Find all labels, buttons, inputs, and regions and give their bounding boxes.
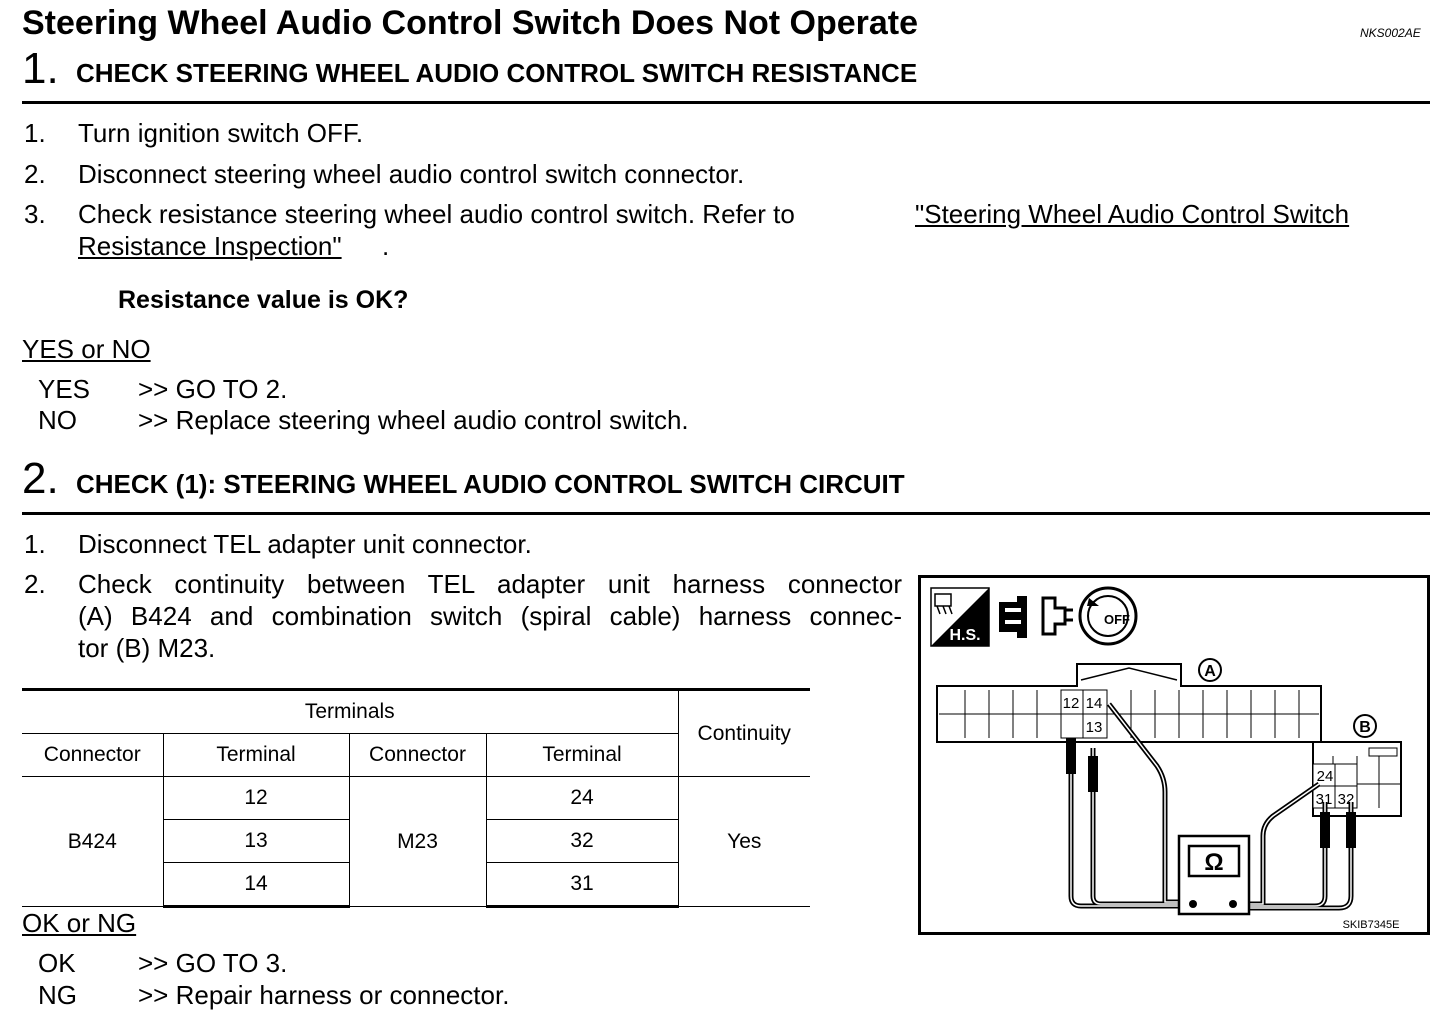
- step1-item3-num: 3.: [24, 199, 46, 229]
- page-title: Steering Wheel Audio Control Switch Does Not Operate: [22, 4, 919, 42]
- yes-or-no-label: YES or NO: [22, 334, 151, 364]
- terminal-b-cell: 31: [486, 863, 678, 907]
- ignition-off-label: OFF: [1104, 612, 1130, 627]
- answer-ok-text: >> GO TO 3.: [138, 948, 288, 978]
- step1-rule: [22, 101, 1430, 104]
- figure-id: SKIB7345E: [1342, 919, 1400, 931]
- answer-ng-key: NG: [38, 980, 77, 1010]
- continuity-table: [22, 688, 810, 908]
- terminal-a-cell: 14: [163, 863, 349, 907]
- continuity-header: Continuity: [678, 690, 810, 777]
- ohm-symbol: Ω: [1204, 849, 1224, 876]
- pin-a-12: 12: [1062, 695, 1080, 712]
- step2-item2-line1: Check continuity between TEL adapter unit harness connector: [78, 569, 902, 599]
- terminal-b-header: Terminal: [486, 734, 678, 777]
- connector-a-header: Connector: [22, 734, 163, 777]
- terminal-a-header: Terminal: [163, 734, 349, 777]
- step2-heading: CHECK (1): STEERING WHEEL AUDIO CONTROL SWITCH CIRCUIT: [76, 469, 905, 499]
- terminal-b-cell: 32: [486, 820, 678, 863]
- terminal-a-cell: 13: [163, 820, 349, 863]
- connector-disconnect-icon: [999, 596, 1073, 638]
- pin-b-32: 32: [1337, 791, 1355, 808]
- hs-icon-label: H.S.: [949, 627, 981, 644]
- ok-or-ng-label: OK or NG: [22, 908, 137, 938]
- answer-no-text: >> Replace steering wheel audio control switch.: [138, 405, 689, 435]
- step1-item3-text: Check resistance steering wheel audio control switch. Refer to: [78, 199, 795, 229]
- terminal-a-cell: 12: [163, 777, 349, 820]
- pin-a-14: 14: [1085, 695, 1103, 712]
- connector-b-label: B: [1359, 719, 1371, 736]
- answer-yes-text: >> GO TO 2.: [138, 374, 288, 404]
- connector-a-cell: B424: [22, 777, 163, 907]
- step1-item2-text: Disconnect steering wheel audio control switch connector.: [78, 159, 745, 189]
- pin-a-13: 13: [1085, 719, 1103, 736]
- step2-item1-text: Disconnect TEL adapter unit connector.: [78, 529, 532, 559]
- connector-a-label: A: [1204, 663, 1216, 680]
- step2-item1-num: 1.: [24, 529, 46, 559]
- step2-rule: [22, 512, 1430, 515]
- answer-ok-key: OK: [38, 948, 76, 978]
- step2-item2-line2: (A) B424 and combination switch (spiral cable) harness connec-: [78, 601, 902, 631]
- answer-no-key: NO: [38, 405, 77, 435]
- answer-ng-text: >> Repair harness or connector.: [138, 980, 510, 1010]
- step1-heading: CHECK STEERING WHEEL AUDIO CONTROL SWITCH RESISTANCE: [76, 58, 918, 88]
- step1-item1-text: Turn ignition switch OFF.: [78, 118, 364, 148]
- terminals-header: Terminals: [22, 690, 678, 734]
- step1-question: Resistance value is OK?: [118, 286, 409, 314]
- pin-b-31: 31: [1315, 791, 1333, 808]
- connector-b-cell: M23: [349, 777, 486, 907]
- answer-yes-key: YES: [38, 374, 91, 404]
- pin-b-24: 24: [1316, 768, 1334, 785]
- document-id: NKS002AE: [1360, 26, 1421, 40]
- step2-number: 2.: [22, 454, 59, 503]
- step1-item1-num: 1.: [24, 118, 46, 148]
- ohmmeter: [1179, 836, 1249, 914]
- resistance-inspection-link[interactable]: "Steering Wheel Audio Control Switch: [915, 199, 1350, 229]
- step2-item2-line3: tor (B) M23.: [78, 633, 216, 663]
- ignition-off-icon: [1080, 588, 1136, 644]
- step1-item2-num: 2.: [24, 159, 46, 189]
- harness-side-icon: [931, 588, 989, 646]
- link-period: .: [382, 231, 390, 261]
- continuity-cell: Yes: [678, 777, 810, 907]
- resistance-inspection-link-cont[interactable]: Resistance Inspection": [78, 231, 342, 261]
- step2-item2-num: 2.: [24, 569, 46, 599]
- step1-number: 1.: [22, 44, 59, 93]
- terminal-b-cell: 24: [486, 777, 678, 820]
- wiring-diagram-figure: [918, 575, 1430, 935]
- connector-b-header: Connector: [349, 734, 486, 777]
- wiring-diagram: [921, 578, 1427, 932]
